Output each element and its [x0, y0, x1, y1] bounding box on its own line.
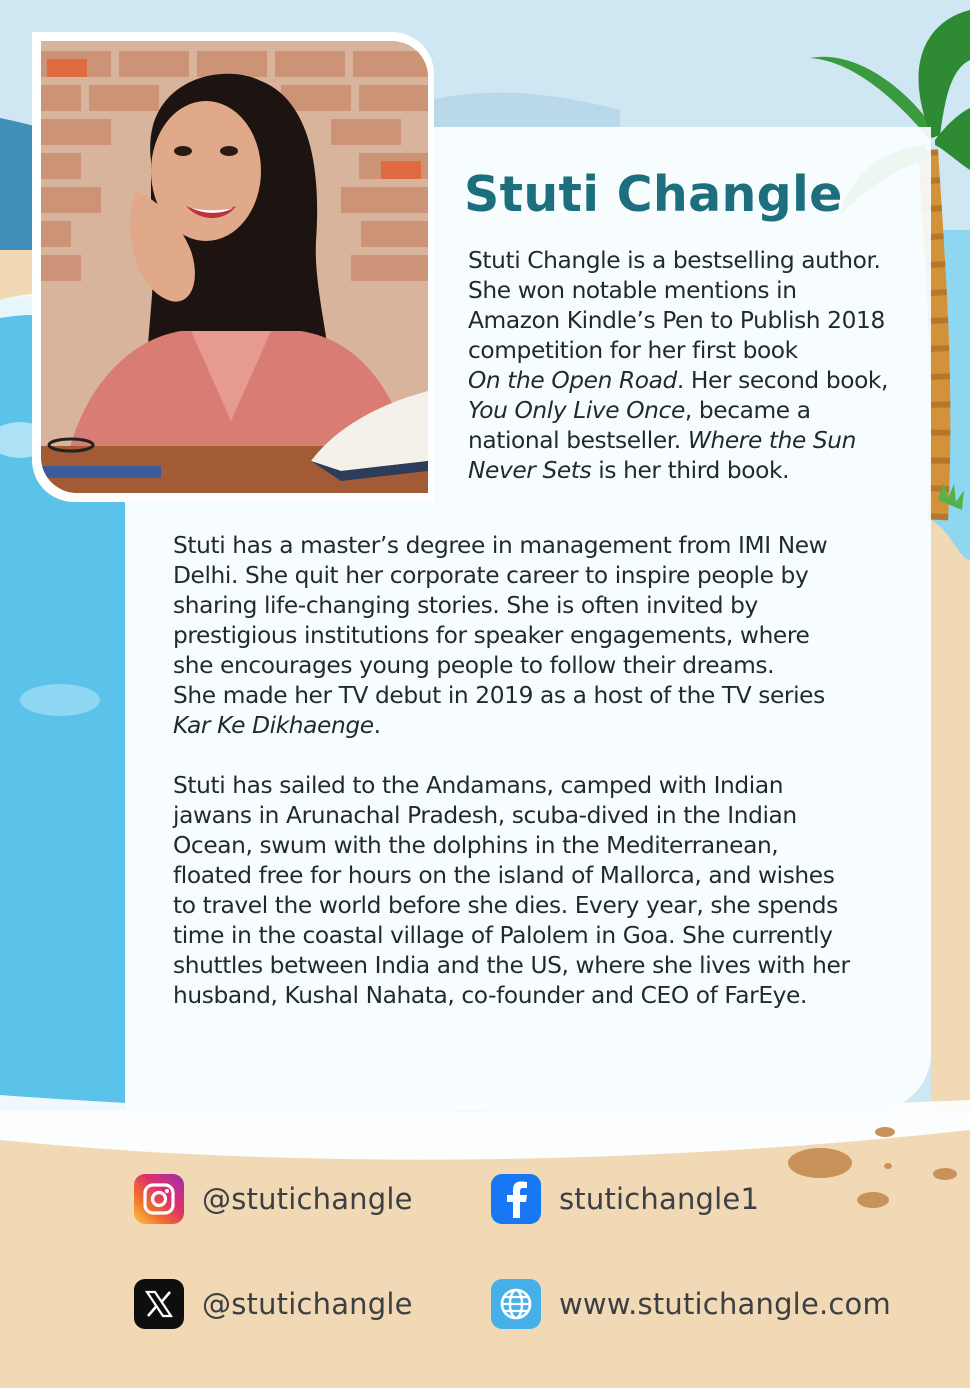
facebook-handle[interactable]: stutichangle1: [559, 1182, 760, 1216]
bio-travel-line: to travel the world before she dies. Every year, she spends: [173, 892, 838, 919]
bio-travel-line: floated free for hours on the island of Mallorca, and wishes: [173, 862, 835, 889]
bio-career-line: [173, 711, 908, 741]
bio-intro-line: [468, 456, 928, 486]
book-title-first: On the Open Road: [468, 367, 677, 394]
bio-travel: [173, 771, 908, 1011]
bio-intro-line: [468, 426, 928, 456]
bio-intro-line: competition for her first book: [468, 337, 798, 364]
instagram-handle[interactable]: @stutichangle: [202, 1182, 413, 1216]
bio-travel-line: jawans in Arunachal Pradesh, scuba-dived in the Indian: [173, 802, 797, 829]
bio-travel-line: shuttles between India and the US, where she lives with her: [173, 952, 850, 979]
bio-intro-line: Stuti Changle is a bestselling author.: [468, 247, 881, 274]
bio-intro-line: She won notable mentions in: [468, 277, 797, 304]
bio-career-line: Delhi. She quit her corporate career to inspire people by: [173, 562, 809, 589]
bio-career: [173, 531, 908, 741]
x-link[interactable]: [134, 1278, 413, 1330]
bio-intro-line: Amazon Kindle’s Pen to Publish 2018: [468, 307, 885, 334]
bio-intro-line: [468, 396, 928, 426]
facebook-icon[interactable]: [491, 1174, 541, 1224]
bio-text-segment: is her third book.: [591, 457, 790, 484]
bio-career-line: sharing life-changing stories. She is often invited by: [173, 592, 758, 619]
bio-intro: [468, 246, 928, 486]
facebook-link[interactable]: [491, 1173, 759, 1225]
x-handle[interactable]: @stutichangle: [202, 1287, 413, 1321]
bio-career-line: she encourages young people to follow their dreams.: [173, 652, 775, 679]
bio-intro-line: [468, 366, 928, 396]
x-icon[interactable]: [134, 1279, 184, 1329]
author-name: Stuti Changle: [464, 166, 843, 223]
bio-travel-line: Stuti has sailed to the Andamans, camped with Indian: [173, 772, 784, 799]
instagram-icon[interactable]: [134, 1174, 184, 1224]
instagram-link[interactable]: [134, 1173, 413, 1225]
bio-text-segment: . Her second book,: [676, 367, 889, 394]
bio-travel-line: husband, Kushal Nahata, co-founder and CEO of FarEye.: [173, 982, 807, 1009]
book-title-second: You Only Live Once: [468, 397, 685, 424]
book-title-third-part2: Never Sets: [468, 457, 592, 484]
bio-text-segment: national bestseller.: [468, 427, 688, 454]
bio-text-segment: , became a: [684, 397, 811, 424]
author-photo: [41, 41, 428, 493]
tv-show-title: Kar Ke Dikhaenge: [173, 712, 374, 739]
bio-career-line: She made her TV debut in 2019 as a host of the TV series: [173, 682, 825, 709]
bio-career-line: Stuti has a master’s degree in management from IMI New: [173, 532, 828, 559]
globe-icon[interactable]: [491, 1279, 541, 1329]
website-url[interactable]: www.stutichangle.com: [559, 1287, 891, 1321]
website-link[interactable]: [491, 1278, 891, 1330]
bio-travel-line: time in the coastal village of Palolem in Goa. She currently: [173, 922, 833, 949]
bio-career-line: prestigious institutions for speaker engagements, where: [173, 622, 810, 649]
book-title-third-part1: Where the Sun: [687, 427, 857, 454]
bio-travel-line: Ocean, swum with the dolphins in the Mediterranean,: [173, 832, 779, 859]
bio-text-segment: .: [373, 712, 381, 739]
